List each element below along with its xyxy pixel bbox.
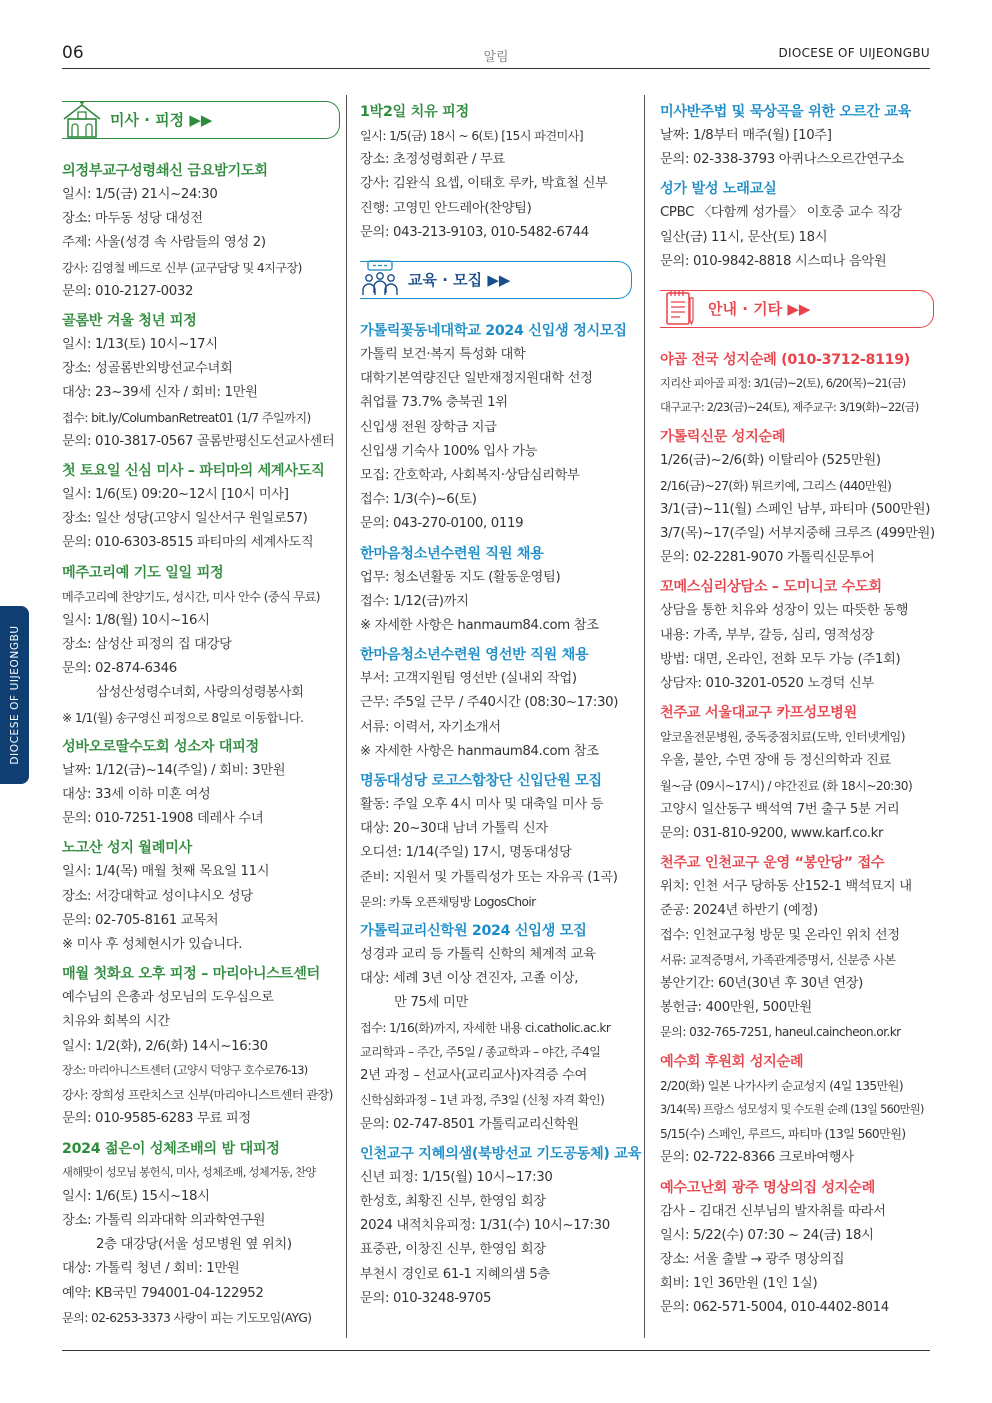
notice-line: 2/20(화) 일본 나가사키 순교성지 (4일 135만원) [660,1078,903,1093]
notice-line: 서류: 이력서, 자기소개서 [360,719,501,735]
notice-line: 5/15(수) 스페인, 루르드, 파티마 (13일 560만원) [660,1127,906,1142]
notice-line: 대구교구: 2/23(금)~24(토), 제주교구: 3/19(화)~22(금) [660,401,919,415]
notice-line: 신학심화과정 – 1년 과정, 주3일 (신청 자격 확인) [360,1093,605,1108]
people-group-icon [360,259,400,299]
notice-line: 강사: 김영철 베드로 신부 (교구담당 및 4지구장) [62,260,302,275]
notice-line: 우울, 불안, 수면 장애 등 정신의학과 진료 [660,753,891,769]
notice-list [360,100,632,245]
notice-line: 활동: 주일 오후 4시 미사 및 대축일 미사 등 [360,797,604,813]
notice-line: 모집: 간호학과, 사회복지·상담심리학부 [360,468,580,484]
notice-line: 일시: 1/6(토) 09:20~12시 [10시 미사] [62,487,289,503]
notice-line: 상담을 통한 치유와 성장이 있는 따뜻한 동행 [660,603,909,619]
notice-title: 미사반주법 및 묵상곡을 위한 오르간 교육 [660,104,912,120]
notice-line: 일시: 1/2(화), 2/6(화) 14시~16:30 [62,1038,268,1054]
notice-line: 문의: 카톡 오픈채팅방 LogosChoir [360,894,536,909]
notice-line: 문의: 062-571-5004, 010-4402-8014 [660,1300,889,1316]
page-header [62,40,930,68]
notice-line: 3/14(목) 프랑스 성모성지 및 수도원 순례 (13일 560만원) [660,1102,924,1116]
notice-line: 접수: bit.ly/ColumbanRetreat01 (1/7 주일까지) [62,410,311,425]
notice-line: 문의: 031-810-9200, www.karf.co.kr [660,826,884,842]
notice-line: 회비: 1인 36만원 (1인 1실) [660,1276,818,1292]
notice-line: 문의: 010-9585-6283 무료 피정 [62,1111,251,1127]
notice-title: 1박2일 치유 피정 [360,104,469,120]
notice-line: 신입생 전원 장학금 지급 [360,419,497,435]
notice-title: 천주교 인천교구 운영 “봉안당” 접수 [660,855,885,872]
notice-line: 만 75세 미만 [394,995,468,1011]
notice-line: 방법: 대면, 온라인, 전화 모두 가능 (주1회) [660,651,901,667]
column-divider [644,95,645,1338]
notice-line: 2/16(금)~27(화) 튀르키예, 그리스 (440만원) [660,478,892,493]
notice-title: 천주교 서울대교구 카프성모병원 [660,705,857,722]
section-banner-education [360,259,632,299]
notice-line: 표중관, 이창진 신부, 한영임 회장 [360,1242,546,1258]
column-2 [360,95,641,1311]
notice-title: 한마음청소년수련원 직원 채용 [360,545,544,562]
notice-line: 상담자: 010-3201-0520 노경덕 신부 [660,676,874,692]
notice-line: 장소: 삼성산 피정의 집 대강당 [62,637,232,653]
notice-line: 대학기본역량진단 일반재정지원대학 선정 [360,371,593,387]
banner-label: 안내 · 기타 ▶▶ [708,300,811,319]
notice-line: 감사 – 김대건 신부님의 발자취를 따라서 [660,1203,886,1219]
notice-line: 치유와 회복의 시간 [62,1014,170,1030]
notice-line: 장소: 가톨릭 의과대학 의과학연구원 [62,1212,266,1228]
notice-line: 메주고리예 찬양기도, 성시간, 미사 안수 (중식 무료) [62,589,320,604]
notice-line: 접수: 1/16(화)까지, 자세한 내용 ci.catholic.ac.kr [360,1020,611,1035]
notice-line: 문의: 010-6303-8515 파티마의 세계사도직 [62,535,314,551]
notice-title: 예수회 후원회 성지순례 [660,1053,804,1070]
header-rule [62,68,930,69]
notice-line: 가톨릭 보건·복지 특성화 대학 [360,347,526,363]
notice-line: 문의: 043-213-9103, 010-5482-6744 [360,224,589,240]
notice-line: 2층 대강당(서울 성모병원 옆 위치) [96,1237,292,1253]
notice-title: 골롬반 겨울 청년 피정 [62,313,197,330]
side-tab-label: DIOCESE OF UIJEONGBU [8,625,21,765]
notice-line: 날짜: 1/8부터 매주(월) [10주] [660,128,832,143]
notice-line: 오디션: 1/14(주일) 17시, 명동대성당 [360,845,572,861]
notice-line: 문의: 010-2127-0032 [62,283,194,299]
side-tab [0,606,29,784]
notice-title: 예수고난회 광주 명상의집 성지순례 [660,1179,875,1196]
notice-line: 강사: 장희성 프란치스코 신부(마리아니스트센터 관장) [62,1088,333,1103]
notice-line: 일시: 1/8(월) 10시~16시 [62,612,210,628]
notice-line: 강사: 김완식 요셉, 이태호 루카, 박효철 신부 [360,176,608,192]
footer-rule [62,1350,930,1351]
notice-line: ※ 자세한 사항은 hanmaum84.com 참조 [360,618,599,634]
notice-line: 접수: 인천교구청 방문 및 온라인 위치 선정 [660,927,900,943]
notice-line: 대상: 가톨릭 청년 / 회비: 1만원 [62,1261,240,1277]
notice-line: 날짜: 1/12(금)~14(주일) / 회비: 3만원 [62,762,286,778]
notice-line: 장소: 마두동 성당 대성전 [62,211,203,227]
notice-line: ※ 1/1(월) 송구영신 피정으로 8일로 이동합니다. [62,710,304,725]
notice-line: 일산(금) 11시, 문산(토) 18시 [660,229,828,245]
notice-line: 2년 과정 – 선교사(교리교사)자격증 수여 [360,1068,588,1084]
notice-title: 명동대성당 로고스합창단 신입단원 모집 [360,773,602,790]
notice-line: 3/1(금)~11(월) 스페인 남부, 파티마 (500만원) [660,501,931,517]
notice-line: 근무: 주5일 근무 / 주40시간 (08:30~17:30) [360,695,619,711]
notice-line: 일시: 1/6(토) 15시~18시 [62,1188,210,1204]
notice-line: 대상: 세례 3년 이상 견진자, 고졸 이상, [360,971,579,987]
notice-line: 문의: 02-2281-9070 가톨릭신문투어 [660,550,875,566]
notice-title: 한마음청소년수련원 영선반 직원 채용 [360,647,589,664]
notice-line: ※ 자세한 사항은 hanmaum84.com 참조 [360,743,599,759]
notice-title: 메주고리예 기도 일일 피정 [62,564,224,581]
notice-title: 의정부교구성령쇄신 금요밤기도회 [62,163,268,179]
notice-line: 지리산 피아골 피정: 3/1(금)~2(토), 6/20(목)~21(금) [660,377,906,391]
church-icon [62,99,102,139]
notice-line: 대상: 33세 이하 미혼 여성 [62,787,211,803]
notice-line: 취업률 73.7% 충북권 1위 [360,395,508,411]
notice-line: 봉헌금: 400만원, 500만원 [660,1000,812,1016]
notice-line: 한성호, 최황진 신부, 한영임 회장 [360,1193,546,1209]
publication-name: DIOCESE OF UIJEONGBU [778,46,930,60]
notice-line: 문의: 02-705-8161 교목처 [62,912,219,928]
section-banner-mass [62,99,340,139]
notice-line: 대상: 20~30대 남녀 가톨릭 신자 [360,821,548,837]
notice-line: 문의: 02-722-8366 크로바여행사 [660,1150,854,1166]
notice-line: 문의: 043-270-0100, 0119 [360,516,524,532]
notice-line: 문의: 02-747-8501 가톨릭교리신학원 [360,1116,579,1132]
notice-line: 3/7(목)~17(주일) 서부지중해 크루즈 (499만원) [660,526,935,542]
notice-line: 장소: 성골롬반외방선교수녀회 [62,361,233,377]
notice-line: 부서: 고객지원팀 영선반 (실내외 작업) [360,671,577,687]
notice-line: 2024 내적치유피정: 1/31(수) 10시~17:30 [360,1218,610,1234]
notice-line: 장소: 초정성령회관 / 무료 [360,152,505,168]
section-banner-notice [660,288,934,328]
column-1 [62,95,340,1330]
notice-title: 꼬메스심리상담소 – 도미니코 수도회 [660,579,882,596]
notice-line: 준공: 2024년 하반기 (예정) [660,903,818,919]
notice-line: CPBC 〈다함께 성가를〉 이호중 교수 직강 [660,205,902,221]
notice-line: 장소: 마리아니스트센터 (고양시 덕양구 호수로76-13) [62,1063,308,1077]
notice-list [660,348,934,1321]
notice-line: 진행: 고영민 안드레아(찬양팀) [360,200,532,216]
notice-line: 성경과 교리 등 가톨릭 신학의 체계적 교육 [360,947,596,963]
notice-line: 주제: 사울(성경 속 사람들의 영성 2) [62,235,266,251]
notice-line: 1/26(금)~2/6(화) 이탈리아 (525만원) [660,453,881,469]
notice-line: 장소: 서울 출발 → 광주 명상의집 [660,1251,845,1267]
notice-title: 성바오로딸수도회 성소자 대피정 [62,738,259,755]
notice-line: 일시: 1/5(금) 18시 ~ 6(토) [15시 파견미사] [360,129,584,143]
notice-line: 위치: 인천 서구 당하동 산152-1 백석묘지 내 [660,879,912,895]
notice-line: 새해맞이 성모님 봉헌식, 미사, 성체조배, 성체거동, 찬양 [62,1165,316,1179]
notice-line: 월~금 (09시~17시) / 야간진료 (화 18시~20:30) [660,778,913,793]
notice-list [62,159,340,1330]
notice-line: 부천시 경인로 61-1 지혜의샘 5층 [360,1266,550,1282]
notice-line: 신입생 기숙사 100% 입사 가능 [360,443,538,459]
notice-line: 일시: 1/13(토) 10시~17시 [62,337,218,353]
notice-line: 일시: 1/4(목) 매월 첫째 목요일 11시 [62,864,270,880]
notice-line: 신년 피정: 1/15(월) 10시~17:30 [360,1169,553,1185]
notice-line: 문의: 010-3248-9705 [360,1290,492,1306]
notice-line: 업무: 청소년활동 지도 (활동운영팀) [360,569,561,585]
notice-line: 문의: 02-338-3793 아퀴나스오르간연구소 [660,152,904,168]
page-number: 06 [62,43,84,63]
notice-line: 교리학과 – 주간, 주5일 / 종교학과 – 야간, 주4일 [360,1044,601,1059]
notice-line: 접수: 1/3(수)~6(토) [360,492,477,508]
banner-label: 미사 · 피정 ▶▶ [110,111,213,129]
notice-line: 알코올전문병원, 중독중점치료(도박, 인터넷게임) [660,730,905,745]
notice-line: 준비: 지원서 및 가톨릭성가 또는 자유곡 (1곡) [360,869,618,885]
notice-line: 서류: 교적증명서, 가족관계증명서, 신분증 사본 [660,952,896,967]
notice-line: 삼성산성령수녀회, 사랑의성령봉사회 [96,685,304,701]
notice-title: 인천교구 지혜의샘(북방선교 기도공동체) 교육 [360,1145,641,1162]
section-title: 알림 [483,50,509,65]
notice-line: 일시: 5/22(수) 07:30 ~ 24(금) 18시 [660,1227,874,1243]
notice-title: 가톨릭신문 성지순례 [660,429,786,446]
notice-title: 2024 젊은이 성체조배의 밤 대피정 [62,1140,280,1157]
notice-line: 대상: 23~39세 신자 / 회비: 1만원 [62,385,258,401]
notice-line: 내용: 가족, 부부, 갈등, 심리, 영적성장 [660,627,874,643]
column-divider [346,95,347,1338]
notice-line: 장소: 일산 성당(고양시 일산서구 원일로57) [62,511,308,527]
notice-list [660,100,934,274]
notice-title: 노고산 성지 월례미사 [62,840,192,857]
notice-line: 문의: 02-6253-3373 사랑이 피는 기도모임(AYG) [62,1310,312,1325]
notepad-icon [660,288,700,328]
notice-list [360,319,641,1311]
column-3 [660,95,934,1321]
notice-line: 고양시 일산동구 백석역 7번 출구 5분 거리 [660,801,900,817]
notice-title: 가톨릭꽃동네대학교 2024 신입생 정시모집 [360,323,627,340]
notice-line: 문의: 02-874-6346 [62,661,177,677]
notice-line: 문의: 032-765-7251, haneul.caincheon.or.kr [660,1025,901,1040]
notice-line: 문의: 010-9842-8818 시스띠나 음악원 [660,253,887,269]
notice-line: 장소: 서강대학교 성이냐시오 성당 [62,888,253,904]
banner-label: 교육 · 모집 ▶▶ [408,271,511,290]
notice-title: 첫 토요일 신심 미사 – 파티마의 세계사도직 [62,463,325,480]
notice-title: 매월 첫화요 오후 피정 – 마리아니스트센터 [62,966,320,983]
notice-line: 예약: KB국민 794001-04-122952 [62,1285,264,1301]
notice-line: 접수: 1/12(금)까지 [360,593,469,609]
notice-title: 야곱 전국 성지순례 (010-3712-8119) [660,352,910,369]
notice-title: 가톨릭교리신학원 2024 신입생 모집 [360,923,587,940]
notice-line: 문의: 010-7251-1908 데레사 수녀 [62,811,264,827]
notice-line: 일시: 1/5(금) 21시~24:30 [62,187,218,202]
notice-line: 문의: 010-3817-0567 골롬반평신도선교사센터 [62,433,335,449]
notice-title: 성가 발성 노래교실 [660,181,777,198]
notice-line: ※ 미사 후 성체현시가 있습니다. [62,937,243,953]
notice-line: 봉안기간: 60년(30년 후 30년 연장) [660,976,863,992]
notice-line: 예수님의 은총과 성모님의 도우심으로 [62,990,274,1006]
